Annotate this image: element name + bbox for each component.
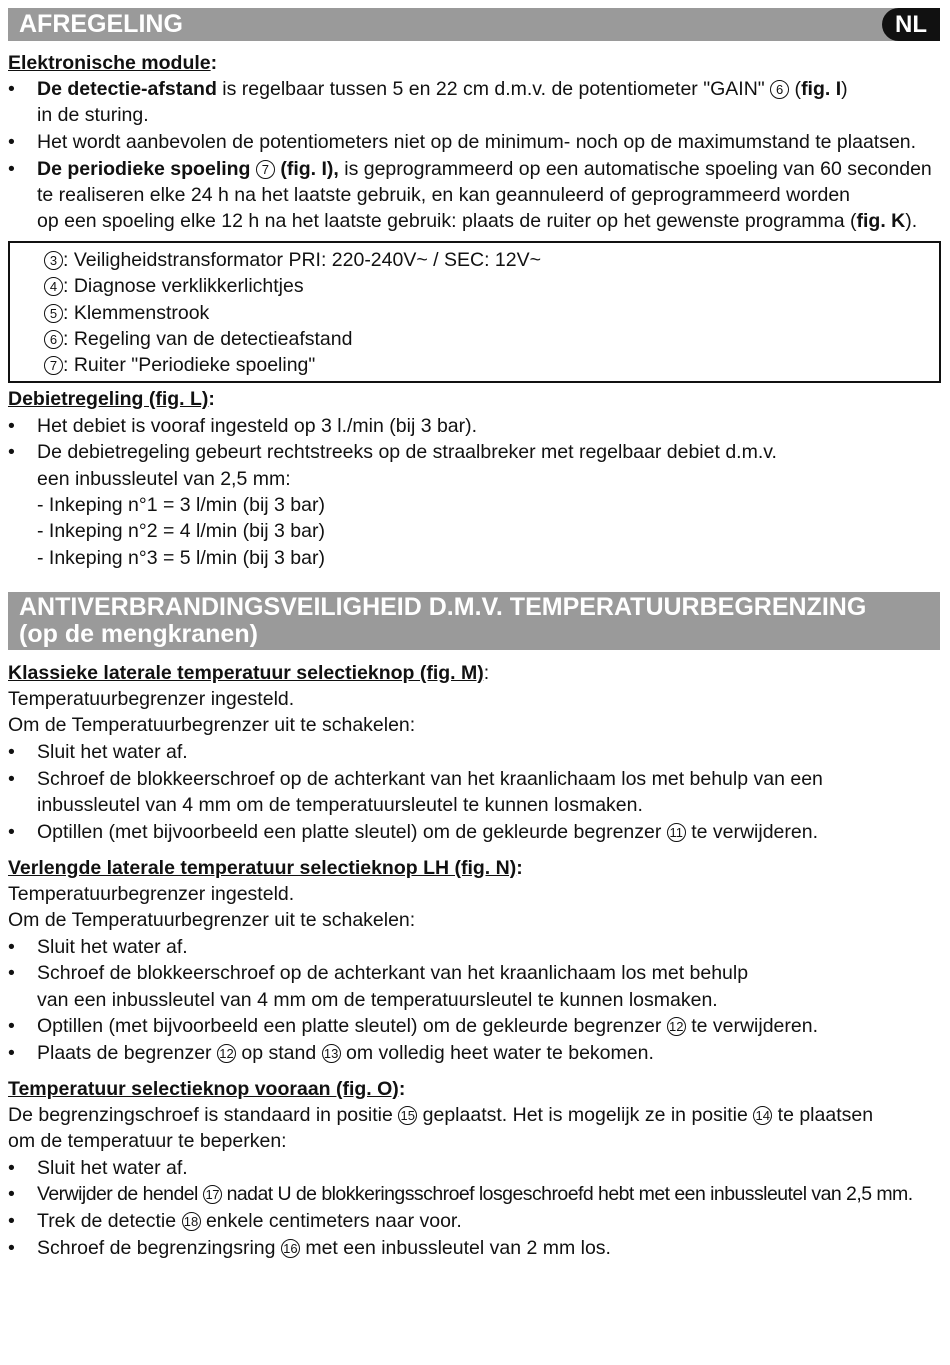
callout-number: 13 bbox=[322, 1044, 341, 1063]
list-item: • Schroef de blokkeerschroef op de achterkant van het kraanlichaam los met behulp bbox=[8, 962, 749, 984]
list-item: • De debietregeling gebeurt rechtstreeks op de straalbreker met regelbaar debiet d.m.v. bbox=[8, 441, 777, 463]
list-item: • Schroef de begrenzingsring 16 met een inbussleutel van 2 mm los. bbox=[8, 1237, 611, 1259]
legend-item: 4 : Diagnose verklikkerlichtjes bbox=[44, 273, 304, 299]
list-item-continuation: een inbussleutel van 2,5 mm: bbox=[37, 468, 291, 490]
subheading-klassieke-laterale: Klassieke laterale temperatuur selectieknop (fig. M): bbox=[8, 662, 490, 684]
notch-item: - Inkeping n°3 = 5 l/min (bij 3 bar) bbox=[37, 547, 325, 569]
paragraph-line: Temperatuurbegrenzer ingesteld. bbox=[8, 883, 295, 905]
section-header-antiverbranding bbox=[8, 592, 940, 650]
callout-number: 6 bbox=[770, 80, 789, 99]
list-item: • De detectie-afstand is regelbaar tussen 5 en 22 cm d.m.v. de potentiometer "GAIN" 6 (fig. I) bbox=[8, 78, 848, 100]
list-item-continuation: op een spoeling elke 12 h na het laatste gebruik: plaats de ruiter op het gewenste programma (fig. K). bbox=[37, 210, 918, 232]
list-item: • Optillen (met bijvoorbeeld een platte sleutel) om de gekleurde begrenzer 12 te verwijderen. bbox=[8, 1015, 819, 1037]
section-title-line1: ANTIVERBRANDINGSVEILIGHEID D.M.V. TEMPERATUURBEGRENZING bbox=[19, 593, 867, 621]
legend-item: 5 : Klemmenstrook bbox=[44, 300, 209, 326]
list-item: • Verwijder de hendel 17 nadat U de blokkeringsschroef losgeschroefd hebt met een inbussleutel van 2,5 mm. bbox=[8, 1183, 913, 1205]
paragraph-line: Om de Temperatuurbegrenzer uit te schakelen: bbox=[8, 909, 416, 931]
subheading-verlengde-laterale: Verlengde laterale temperatuur selectieknop LH (fig. N): bbox=[8, 857, 523, 879]
legend-item: 3 : Veiligheidstransformator PRI: 220-240V~ / SEC: 12V~ bbox=[44, 247, 541, 273]
list-item: • Sluit het water af. bbox=[8, 936, 188, 958]
section-title-line2: (op de mengkranen) bbox=[19, 620, 258, 648]
callout-number: 16 bbox=[281, 1239, 300, 1258]
subheading-debietregeling: Debietregeling (fig. L): bbox=[8, 388, 215, 410]
legend-item: 6 : Regeling van de detectieafstand bbox=[44, 326, 352, 352]
callout-number: 7 bbox=[256, 160, 275, 179]
list-item: • Plaats de begrenzer 12 op stand 13 om volledig heet water te bekomen. bbox=[8, 1042, 654, 1064]
section-title: AFREGELING bbox=[19, 10, 183, 38]
notch-item: - Inkeping n°2 = 4 l/min (bij 3 bar) bbox=[37, 520, 325, 542]
list-item: • Het wordt aanbevolen de potentiometers niet op de minimum- noch op de maximumstand te plaatsen. bbox=[8, 131, 917, 153]
list-item: • Optillen (met bijvoorbeeld een platte sleutel) om de gekleurde begrenzer 11 te verwijderen. bbox=[8, 821, 819, 843]
section-header-afregeling bbox=[8, 8, 940, 41]
callout-number: 14 bbox=[753, 1106, 772, 1125]
paragraph-line: Om de Temperatuurbegrenzer uit te schakelen: bbox=[8, 714, 416, 736]
list-item-continuation: van een inbussleutel van 4 mm om de temperatuursleutel te kunnen losmaken. bbox=[37, 989, 718, 1011]
paragraph-line: Temperatuurbegrenzer ingesteld. bbox=[8, 688, 295, 710]
legend-box bbox=[8, 241, 941, 383]
list-item: • Sluit het water af. bbox=[8, 741, 188, 763]
paragraph-line: om de temperatuur te beperken: bbox=[8, 1130, 287, 1152]
callout-number: 18 bbox=[182, 1212, 201, 1231]
callout-number: 12 bbox=[667, 1017, 686, 1036]
notch-item: - Inkeping n°1 = 3 l/min (bij 3 bar) bbox=[37, 494, 325, 516]
subheading-elektronische-module: Elektronische module: bbox=[8, 52, 218, 74]
list-item-continuation: te realiseren elke 24 h na het laatste gebruik, en kan geannuleerd of geprogrammeerd worden bbox=[37, 184, 851, 206]
list-item-continuation: in de sturing. bbox=[37, 104, 149, 126]
list-item: • Trek de detectie 18 enkele centimeters naar voor. bbox=[8, 1210, 462, 1232]
callout-number: 17 bbox=[203, 1185, 222, 1204]
legend-item: 7 : Ruiter "Periodieke spoeling" bbox=[44, 352, 315, 378]
list-item: • Het debiet is vooraf ingesteld op 3 l./min (bij 3 bar). bbox=[8, 415, 478, 437]
callout-number: 12 bbox=[217, 1044, 236, 1063]
subheading-selectieknop-vooraan: Temperatuur selectieknop vooraan (fig. O): bbox=[8, 1078, 406, 1100]
list-item-continuation: inbussleutel van 4 mm om de temperatuursleutel te kunnen losmaken. bbox=[37, 794, 643, 816]
list-item: • De periodieke spoeling 7 (fig. I), is geprogrammeerd op een automatische spoeling van 60 seconden bbox=[8, 158, 932, 180]
list-item: • Sluit het water af. bbox=[8, 1157, 188, 1179]
paragraph-line: De begrenzingschroef is standaard in positie 15 geplaatst. Het is mogelijk ze in positie 14 te plaatsen bbox=[8, 1104, 874, 1126]
callout-number: 15 bbox=[398, 1106, 417, 1125]
list-item: • Schroef de blokkeerschroef op de achterkant van het kraanlichaam los met behulp van een bbox=[8, 768, 823, 790]
language-badge: NL bbox=[882, 8, 940, 41]
callout-number: 11 bbox=[667, 823, 686, 842]
